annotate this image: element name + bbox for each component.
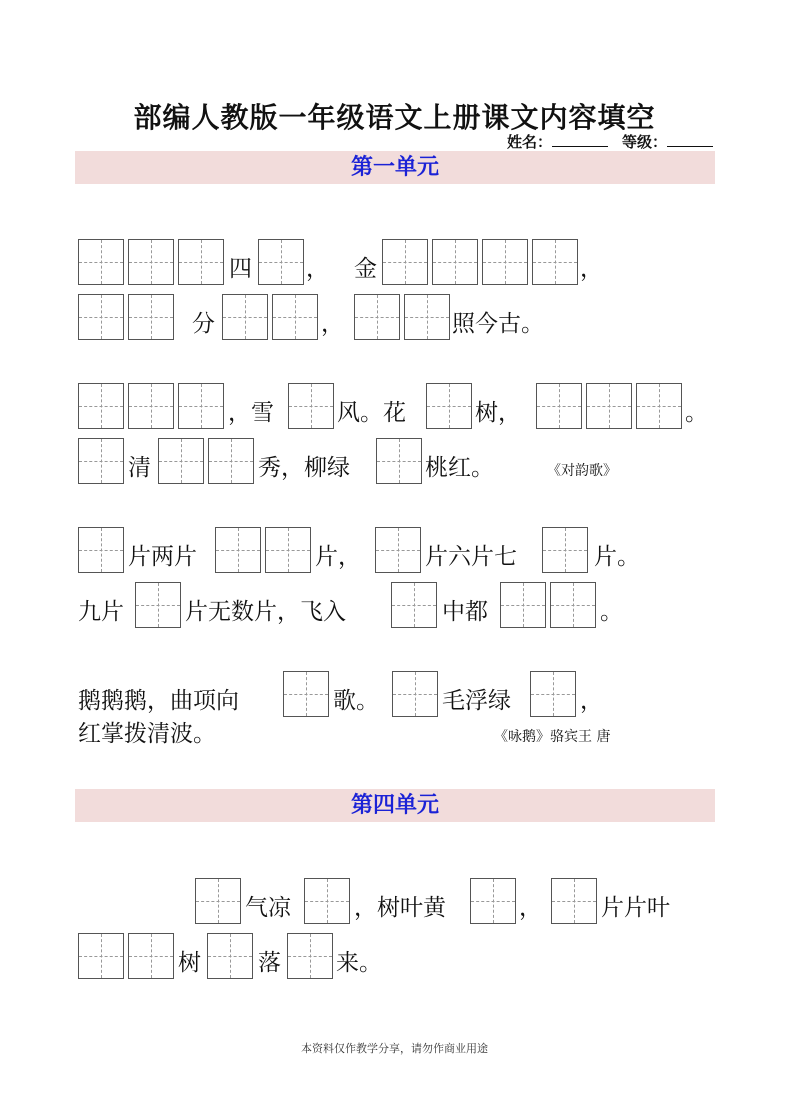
text-segment: 四 [229,256,252,282]
text-segment: 。 [600,599,623,625]
char-box[interactable] [482,239,528,285]
char-box[interactable] [536,383,582,429]
char-box[interactable] [550,582,596,628]
char-box[interactable] [78,294,124,340]
text-segment: 片两片 [128,544,197,570]
text-segment: 秀，柳绿 [258,455,350,481]
text-segment: ， [321,311,344,337]
char-box[interactable] [78,933,124,979]
char-box[interactable] [532,239,578,285]
text-segment: 气凉 [245,895,291,921]
char-box[interactable] [178,239,224,285]
line-1 [78,237,718,285]
line-9 [78,876,718,924]
char-box[interactable] [636,383,682,429]
char-box[interactable] [78,239,124,285]
char-box[interactable] [135,582,181,628]
text-segment: 片片叶 [601,895,670,921]
char-box[interactable] [78,383,124,429]
text-segment: 片六片七 [425,544,517,570]
text-segment: ， [306,256,329,282]
text-segment: 鹅鹅鹅，曲项向 [78,688,239,714]
text-segment: 金 [354,256,377,282]
text-segment: ， [580,688,603,714]
char-box[interactable] [128,294,174,340]
text-segment: 来。 [336,950,382,976]
text-segment: 毛浮绿 [442,688,511,714]
char-box[interactable] [470,878,516,924]
text-segment: 。 [685,400,708,426]
char-box[interactable] [272,294,318,340]
section-heading-unit-4: 第四单元 [75,789,715,822]
text-segment: ， [580,256,603,282]
char-box[interactable] [586,383,632,429]
char-box[interactable] [542,527,588,573]
char-box[interactable] [158,438,204,484]
grade-label: 等级： [621,133,667,151]
grade-blank[interactable] [667,132,713,147]
char-box[interactable] [128,239,174,285]
line-4 [78,436,718,484]
char-box[interactable] [78,527,124,573]
char-box[interactable] [178,383,224,429]
char-box[interactable] [78,438,124,484]
text-segment: ， [519,895,542,921]
text-segment: 片无数片，飞入 [185,599,346,625]
text-segment: ，树叶黄 [354,895,446,921]
char-box[interactable] [288,383,334,429]
line-8 [78,710,718,750]
char-box[interactable] [375,527,421,573]
text-segment: 清 [128,455,151,481]
line-10 [78,931,718,979]
text-segment: 歌。 [333,688,379,714]
text-segment: 照今古。 [452,311,544,337]
page-title: 部编人教版一年级语文上册课文内容填空 [133,101,656,134]
char-box[interactable] [500,582,546,628]
char-box[interactable] [304,878,350,924]
text-segment: ，雪 [228,400,274,426]
char-box[interactable] [404,294,450,340]
section-heading-unit-1: 第一单元 [75,151,715,184]
char-box[interactable] [215,527,261,573]
line-6 [78,580,718,628]
char-box[interactable] [195,878,241,924]
name-label: 姓名： [506,133,552,151]
footer-note: 本资料仅作教学分享，请勿作商业用途 [301,1042,488,1055]
char-box[interactable] [128,933,174,979]
text-segment: 片， [315,544,361,570]
char-box[interactable] [376,438,422,484]
text-segment: 片。 [594,544,640,570]
text-segment: 树， [475,400,521,426]
char-box[interactable] [354,294,400,340]
char-box[interactable] [391,582,437,628]
char-box[interactable] [128,383,174,429]
char-box[interactable] [551,878,597,924]
source-citation: 《咏鹅》骆宾王 唐 [494,729,611,745]
char-box[interactable] [287,933,333,979]
line-2 [78,292,718,340]
text-segment: 分 [192,311,215,337]
name-blank[interactable] [552,132,608,147]
char-box[interactable] [432,239,478,285]
text-segment: 树 [178,950,201,976]
char-box[interactable] [208,438,254,484]
char-box[interactable] [265,527,311,573]
text-segment: 红掌拨清波。 [78,721,216,747]
char-box[interactable] [426,383,472,429]
char-box[interactable] [382,239,428,285]
text-segment: 桃红。 [425,455,494,481]
char-box[interactable] [207,933,253,979]
char-box[interactable] [222,294,268,340]
text-segment: 九片 [78,599,124,625]
text-segment: 落 [258,950,281,976]
text-segment: 风。花 [337,400,406,426]
source-citation: 《对韵歌》 [547,463,617,479]
text-segment: 中都 [442,599,488,625]
line-5 [78,525,718,573]
char-box[interactable] [258,239,304,285]
line-3 [78,381,718,429]
name-grade-bar [507,131,713,152]
